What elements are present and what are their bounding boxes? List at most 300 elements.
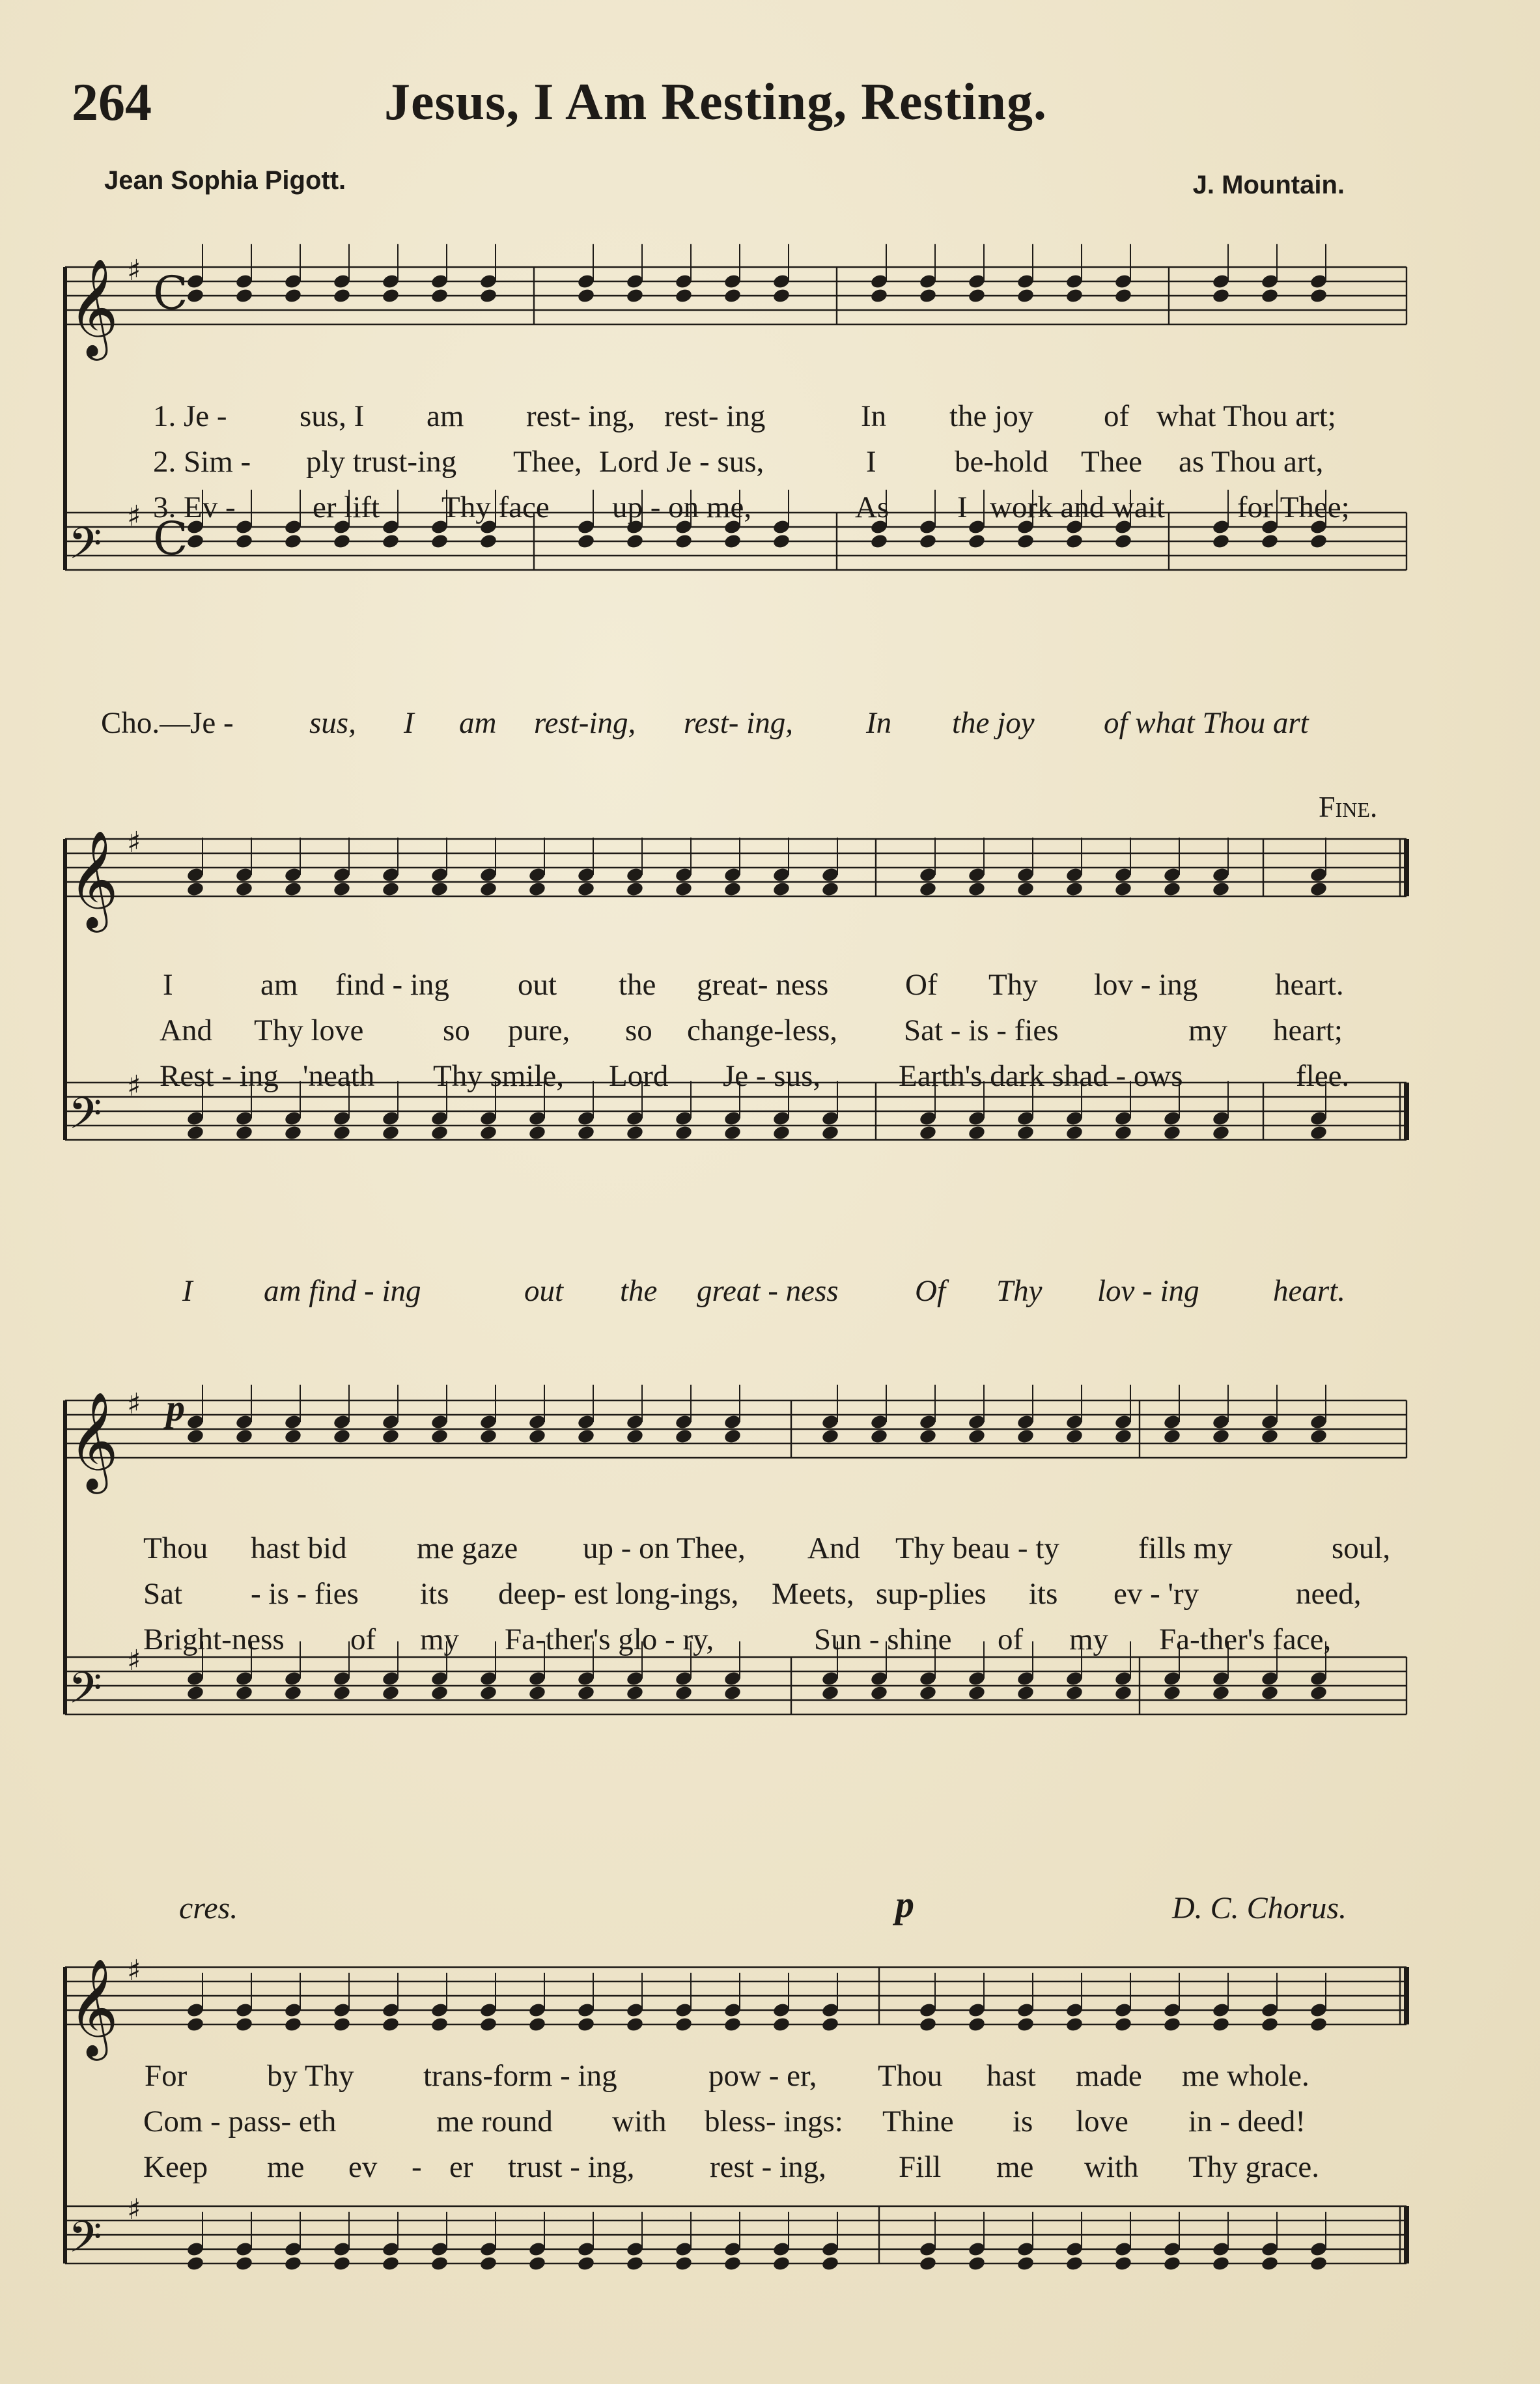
syllable: great - ness <box>697 1274 839 1308</box>
key-signature-sharp: ♯ <box>127 1069 141 1103</box>
syllable: what Thou art; <box>1156 399 1336 433</box>
note-head <box>919 533 938 549</box>
note-head <box>333 1124 352 1141</box>
syllable: rest- ing <box>664 399 766 433</box>
note-head <box>919 2255 938 2271</box>
note-head <box>675 1124 693 1141</box>
note-head <box>968 1684 987 1701</box>
note-head <box>479 1428 498 1444</box>
system-1-verse-2 <box>0 444 1540 483</box>
note-head <box>479 1124 498 1141</box>
note-head <box>675 1428 693 1444</box>
system-1-verse-1 <box>0 399 1540 438</box>
note-head <box>626 1124 645 1141</box>
key-signature-sharp: ♯ <box>127 499 141 533</box>
note-head <box>430 1124 449 1141</box>
syllable: me <box>996 2150 1034 2184</box>
syllable: Earth's dark shad - ows <box>899 1059 1183 1093</box>
syllable: Thou <box>143 1531 208 1565</box>
system-4-verse-1 <box>0 2058 1540 2097</box>
note-head <box>1065 1124 1084 1141</box>
treble-clef: 𝄞 <box>68 257 119 356</box>
syllable: soul, <box>1332 1531 1391 1565</box>
key-signature-sharp: ♯ <box>127 1643 141 1677</box>
syllable: Thou <box>878 2059 943 2093</box>
note-head <box>235 533 254 549</box>
note-head <box>1016 287 1035 304</box>
syllable: Com - pass- eth <box>143 2105 337 2138</box>
note-head <box>1065 533 1084 549</box>
note-head <box>1261 2255 1280 2271</box>
syllable: I <box>404 706 414 740</box>
system-1-verse-3 <box>0 490 1540 529</box>
syllable: change-less, <box>687 1014 837 1047</box>
note-head <box>528 881 547 897</box>
note-head <box>1016 1684 1035 1701</box>
syllable: for Thee; <box>1237 490 1350 524</box>
note-head <box>723 2255 742 2271</box>
note-head <box>1309 287 1328 304</box>
note-head <box>1114 2016 1133 2032</box>
system-2-verse-1 <box>0 967 1540 1006</box>
dc-chorus-marking: D. C. Chorus. <box>1172 1891 1347 1925</box>
note-head <box>919 1428 938 1444</box>
note-head <box>870 287 889 304</box>
syllable: heart. <box>1273 1274 1345 1308</box>
syllable: so <box>443 1014 470 1047</box>
syllable: Sat <box>143 1577 183 1611</box>
note-head <box>528 2016 547 2032</box>
note-head <box>723 533 742 549</box>
note-head <box>186 1124 205 1141</box>
note-head <box>675 287 693 304</box>
syllable: heart; <box>1273 1014 1343 1047</box>
syllable: ply trust-ing <box>306 445 457 479</box>
note-head <box>430 2255 449 2271</box>
treble-clef: 𝄞 <box>68 829 119 928</box>
note-head <box>1016 533 1035 549</box>
note-head <box>1309 1124 1328 1141</box>
bass-clef: 𝄢 <box>68 2212 102 2273</box>
note-head <box>479 2016 498 2032</box>
syllable: I <box>182 1274 193 1308</box>
note-head <box>1212 2255 1231 2271</box>
syllable: Keep <box>143 2150 208 2184</box>
syllable: its <box>1029 1577 1058 1611</box>
note-head <box>284 2255 303 2271</box>
syllable: I <box>163 968 173 1002</box>
syllable: pow - er, <box>708 2059 817 2093</box>
syllable: And <box>160 1014 212 1047</box>
note-head <box>284 1428 303 1444</box>
syllable: my <box>420 1623 460 1656</box>
syllable: me whole. <box>1182 2059 1309 2093</box>
syllable: rest- ing, <box>684 706 793 740</box>
syllable: my <box>1188 1014 1228 1047</box>
syllable: 'neath <box>303 1059 375 1093</box>
note-head <box>626 2016 645 2032</box>
syllable: er <box>449 2150 473 2184</box>
note-head <box>1114 1124 1133 1141</box>
note-head <box>723 1428 742 1444</box>
note-head <box>1309 2255 1328 2271</box>
syllable: is <box>1013 2105 1033 2138</box>
syllable: - <box>412 2150 422 2184</box>
hymn-title: Jesus, I Am Resting, Resting. <box>384 74 1047 131</box>
syllable: Thy love <box>254 1014 364 1047</box>
note-head <box>821 2016 840 2032</box>
syllable: And <box>807 1531 860 1565</box>
note-head <box>870 533 889 549</box>
bass-clef: 𝄢 <box>68 1663 102 1724</box>
note-head <box>772 2016 791 2032</box>
bass-clef: 𝄢 <box>68 1088 102 1149</box>
syllable: Rest - ing <box>160 1059 279 1093</box>
system-2-chorus <box>0 1273 1540 1313</box>
note-head <box>235 1684 254 1701</box>
note-head <box>528 1684 547 1701</box>
time-signature: C <box>153 266 188 320</box>
chorus-label: Cho.—Je - <box>101 706 234 740</box>
note-head <box>1309 2016 1328 2032</box>
note-head <box>186 287 205 304</box>
syllable: ev <box>348 2150 378 2184</box>
note-head <box>919 881 938 897</box>
note-head <box>382 533 400 549</box>
note-head <box>1309 1428 1328 1444</box>
system-3-verse-2 <box>0 1576 1540 1615</box>
note-head <box>1016 2255 1035 2271</box>
syllable: of <box>350 1623 376 1656</box>
syllable: made <box>1076 2059 1142 2093</box>
note-head <box>1261 2016 1280 2032</box>
syllable: deep- est long-ings, <box>498 1577 739 1611</box>
syllable: need, <box>1296 1577 1362 1611</box>
syllable: trans-form - ing <box>423 2059 617 2093</box>
note-head <box>430 1684 449 1701</box>
note-head <box>968 1124 987 1141</box>
note-head <box>919 1124 938 1141</box>
note-head <box>284 1684 303 1701</box>
note-head <box>919 287 938 304</box>
note-head <box>626 1684 645 1701</box>
note-head <box>333 1428 352 1444</box>
note-head <box>333 2016 352 2032</box>
syllable: find - ing <box>335 968 449 1002</box>
note-head <box>1163 1124 1182 1141</box>
syllable: Bright-ness <box>143 1623 285 1656</box>
syllable: - is - fies <box>251 1577 359 1611</box>
syllable: lov - ing <box>1094 968 1198 1002</box>
note-head <box>1212 2016 1231 2032</box>
syllable: up - on Thee, <box>583 1531 746 1565</box>
note-head <box>333 533 352 549</box>
note-head <box>479 533 498 549</box>
syllable: Meets, <box>772 1577 854 1611</box>
note-head <box>1163 2255 1182 2271</box>
syllable: Thy beau - ty <box>895 1531 1059 1565</box>
syllable: its <box>420 1577 449 1611</box>
note-head <box>821 1684 840 1701</box>
note-head <box>1212 533 1231 549</box>
note-head <box>382 1684 400 1701</box>
note-head <box>968 287 987 304</box>
note-head <box>821 881 840 897</box>
note-head <box>626 533 645 549</box>
syllable: of <box>998 1623 1024 1656</box>
note-head <box>333 1684 352 1701</box>
syllable: 1. Je - <box>153 399 227 433</box>
note-head <box>772 287 791 304</box>
system-4-verse-2 <box>0 2104 1540 2143</box>
syllable: Thee <box>1081 445 1142 479</box>
note-head <box>528 1124 547 1141</box>
syllable: Thy face <box>441 490 550 524</box>
syllable: Sun - shine <box>814 1623 952 1656</box>
note-head <box>479 287 498 304</box>
syllable: sup-plies <box>876 1577 987 1611</box>
note-head <box>577 1428 596 1444</box>
note-head <box>430 2016 449 2032</box>
syllable: 3. Ev - <box>153 490 236 524</box>
note-head <box>626 2255 645 2271</box>
note-head <box>479 2255 498 2271</box>
note-head <box>821 1124 840 1141</box>
syllable: hast bid <box>251 1531 347 1565</box>
syllable: the joy <box>949 399 1034 433</box>
note-head <box>968 2255 987 2271</box>
note-head <box>235 1428 254 1444</box>
note-head <box>284 533 303 549</box>
system-1-chorus <box>0 705 1540 745</box>
syllable: out <box>524 1274 564 1308</box>
syllable: pure, <box>508 1014 570 1047</box>
note-head <box>186 533 205 549</box>
note-head <box>1212 1124 1231 1141</box>
note-head <box>968 881 987 897</box>
note-head <box>1163 881 1182 897</box>
note-head <box>919 2016 938 2032</box>
syllable: As <box>855 490 889 524</box>
syllable: in - deed! <box>1188 2105 1306 2138</box>
syllable: hast <box>987 2059 1036 2093</box>
syllable: me gaze <box>417 1531 518 1565</box>
note-head <box>1309 881 1328 897</box>
lyricist: Jean Sophia Pigott. <box>104 166 346 195</box>
note-head <box>968 1428 987 1444</box>
syllable: be-hold <box>955 445 1048 479</box>
note-head <box>1114 1428 1133 1444</box>
note-head <box>284 1124 303 1141</box>
note-head <box>1261 1428 1280 1444</box>
syllable: am find - ing <box>264 1274 421 1308</box>
note-head <box>577 1684 596 1701</box>
note-head <box>528 2255 547 2271</box>
note-head <box>626 1428 645 1444</box>
note-head <box>1212 1684 1231 1701</box>
note-head <box>626 881 645 897</box>
note-head <box>1212 1428 1231 1444</box>
note-head <box>1065 1684 1084 1701</box>
note-head <box>577 287 596 304</box>
note-head <box>284 2016 303 2032</box>
note-head <box>675 2255 693 2271</box>
syllable: Lord Je - sus, <box>599 445 764 479</box>
syllable: up - on me, <box>612 490 752 524</box>
note-head <box>1309 533 1328 549</box>
note-head <box>577 2016 596 2032</box>
note-head <box>186 1428 205 1444</box>
note-head <box>1114 533 1133 549</box>
dynamic-piano: p <box>895 1883 914 1925</box>
syllable: Of <box>905 968 938 1002</box>
dynamic-piano: p <box>166 1387 185 1429</box>
syllable: 2. Sim - <box>153 445 251 479</box>
syllable: Fa-ther's face, <box>1159 1623 1332 1656</box>
syllable: my <box>1069 1623 1109 1656</box>
key-signature-sharp: ♯ <box>127 1953 141 1987</box>
note-head <box>1016 881 1035 897</box>
syllable: of <box>1104 399 1130 433</box>
note-head <box>186 2255 205 2271</box>
note-head <box>1016 2016 1035 2032</box>
note-head <box>772 533 791 549</box>
note-head <box>382 2016 400 2032</box>
syllable: work and wait <box>990 490 1165 524</box>
syllable: Fill <box>899 2150 942 2184</box>
note-head <box>577 881 596 897</box>
note-head <box>1212 881 1231 897</box>
syllable: sus, <box>309 706 356 740</box>
note-head <box>235 2016 254 2032</box>
key-signature-sharp: ♯ <box>127 253 141 287</box>
note-head <box>772 2255 791 2271</box>
syllable: Thy grace. <box>1188 2150 1319 2184</box>
syllable: flee. <box>1296 1059 1350 1093</box>
system-2-verse-3 <box>0 1058 1540 1098</box>
syllable: out <box>518 968 557 1002</box>
syllable: Of <box>915 1274 945 1308</box>
syllable: trust - ing, <box>508 2150 635 2184</box>
system-3-verse-3 <box>0 1622 1540 1661</box>
syllable: In <box>866 706 892 740</box>
note-head <box>333 2255 352 2271</box>
syllable: Sat - is - fies <box>904 1014 1059 1047</box>
syllable: fills my <box>1138 1531 1233 1565</box>
note-head <box>1114 1684 1133 1701</box>
syllable: am <box>260 968 298 1002</box>
syllable: Fa-ther's glo - ry, <box>505 1623 714 1656</box>
note-head <box>1309 1684 1328 1701</box>
key-signature-sharp: ♯ <box>127 2192 141 2226</box>
syllable: Je - sus, <box>723 1059 821 1093</box>
note-head <box>675 2016 693 2032</box>
syllable: of what Thou art <box>1104 706 1309 740</box>
note-head <box>1065 1428 1084 1444</box>
syllable: by Thy <box>267 2059 354 2093</box>
syllable: I <box>866 445 876 479</box>
note-head <box>772 881 791 897</box>
note-head <box>1114 287 1133 304</box>
syllable: Thy <box>988 968 1038 1002</box>
time-signature: C <box>153 511 188 565</box>
syllable: rest-ing, <box>534 706 636 740</box>
system-2-verse-2 <box>0 1013 1540 1052</box>
key-signature-sharp: ♯ <box>127 1387 141 1421</box>
note-head <box>1114 881 1133 897</box>
system-3-verse-1 <box>0 1531 1540 1570</box>
composer: J. Mountain. <box>1192 171 1345 199</box>
syllable: Thee, <box>513 445 582 479</box>
note-head <box>382 287 400 304</box>
syllable: Thy <box>996 1274 1043 1308</box>
syllable: Thine <box>882 2105 954 2138</box>
note-head <box>1065 287 1084 304</box>
note-head <box>1163 2016 1182 2032</box>
note-head <box>430 1428 449 1444</box>
syllable: so <box>625 1014 652 1047</box>
syllable: Lord <box>609 1059 669 1093</box>
bass-clef: 𝄢 <box>68 518 102 579</box>
syllable: the joy <box>952 706 1035 740</box>
note-head <box>723 1684 742 1701</box>
note-head <box>1065 881 1084 897</box>
note-head <box>821 1428 840 1444</box>
syllable: with <box>1084 2150 1139 2184</box>
note-head <box>1163 1428 1182 1444</box>
fine-marking: Fine. <box>1319 790 1378 823</box>
treble-clef: 𝄞 <box>68 1391 119 1490</box>
note-head <box>1261 533 1280 549</box>
note-head <box>284 287 303 304</box>
dynamic-crescendo: cres. <box>179 1891 238 1925</box>
syllable: great- ness <box>697 968 829 1002</box>
syllable: am <box>459 706 497 740</box>
note-head <box>382 881 400 897</box>
note-head <box>1065 2255 1084 2271</box>
note-head <box>235 2255 254 2271</box>
syllable: ev - 'ry <box>1113 1577 1199 1611</box>
syllable: rest - ing, <box>710 2150 826 2184</box>
note-head <box>821 2255 840 2271</box>
key-signature-sharp: ♯ <box>127 825 141 859</box>
note-head <box>870 1428 889 1444</box>
note-head <box>772 1124 791 1141</box>
note-head <box>1065 2016 1084 2032</box>
note-head <box>1163 1684 1182 1701</box>
note-head <box>333 881 352 897</box>
note-head <box>577 1124 596 1141</box>
note-head <box>675 881 693 897</box>
note-head <box>1261 287 1280 304</box>
note-head <box>382 2255 400 2271</box>
note-head <box>723 287 742 304</box>
note-head <box>723 2016 742 2032</box>
system-4-verse-3 <box>0 2150 1540 2189</box>
hymn-number: 264 <box>72 72 152 132</box>
note-head <box>968 533 987 549</box>
note-head <box>186 881 205 897</box>
note-head <box>723 881 742 897</box>
note-head <box>382 1124 400 1141</box>
syllable: am <box>427 399 464 433</box>
note-head <box>430 287 449 304</box>
note-head <box>1114 2255 1133 2271</box>
note-head <box>968 2016 987 2032</box>
syllable: the <box>619 968 656 1002</box>
syllable: bless- ings: <box>705 2105 843 2138</box>
note-head <box>382 1428 400 1444</box>
